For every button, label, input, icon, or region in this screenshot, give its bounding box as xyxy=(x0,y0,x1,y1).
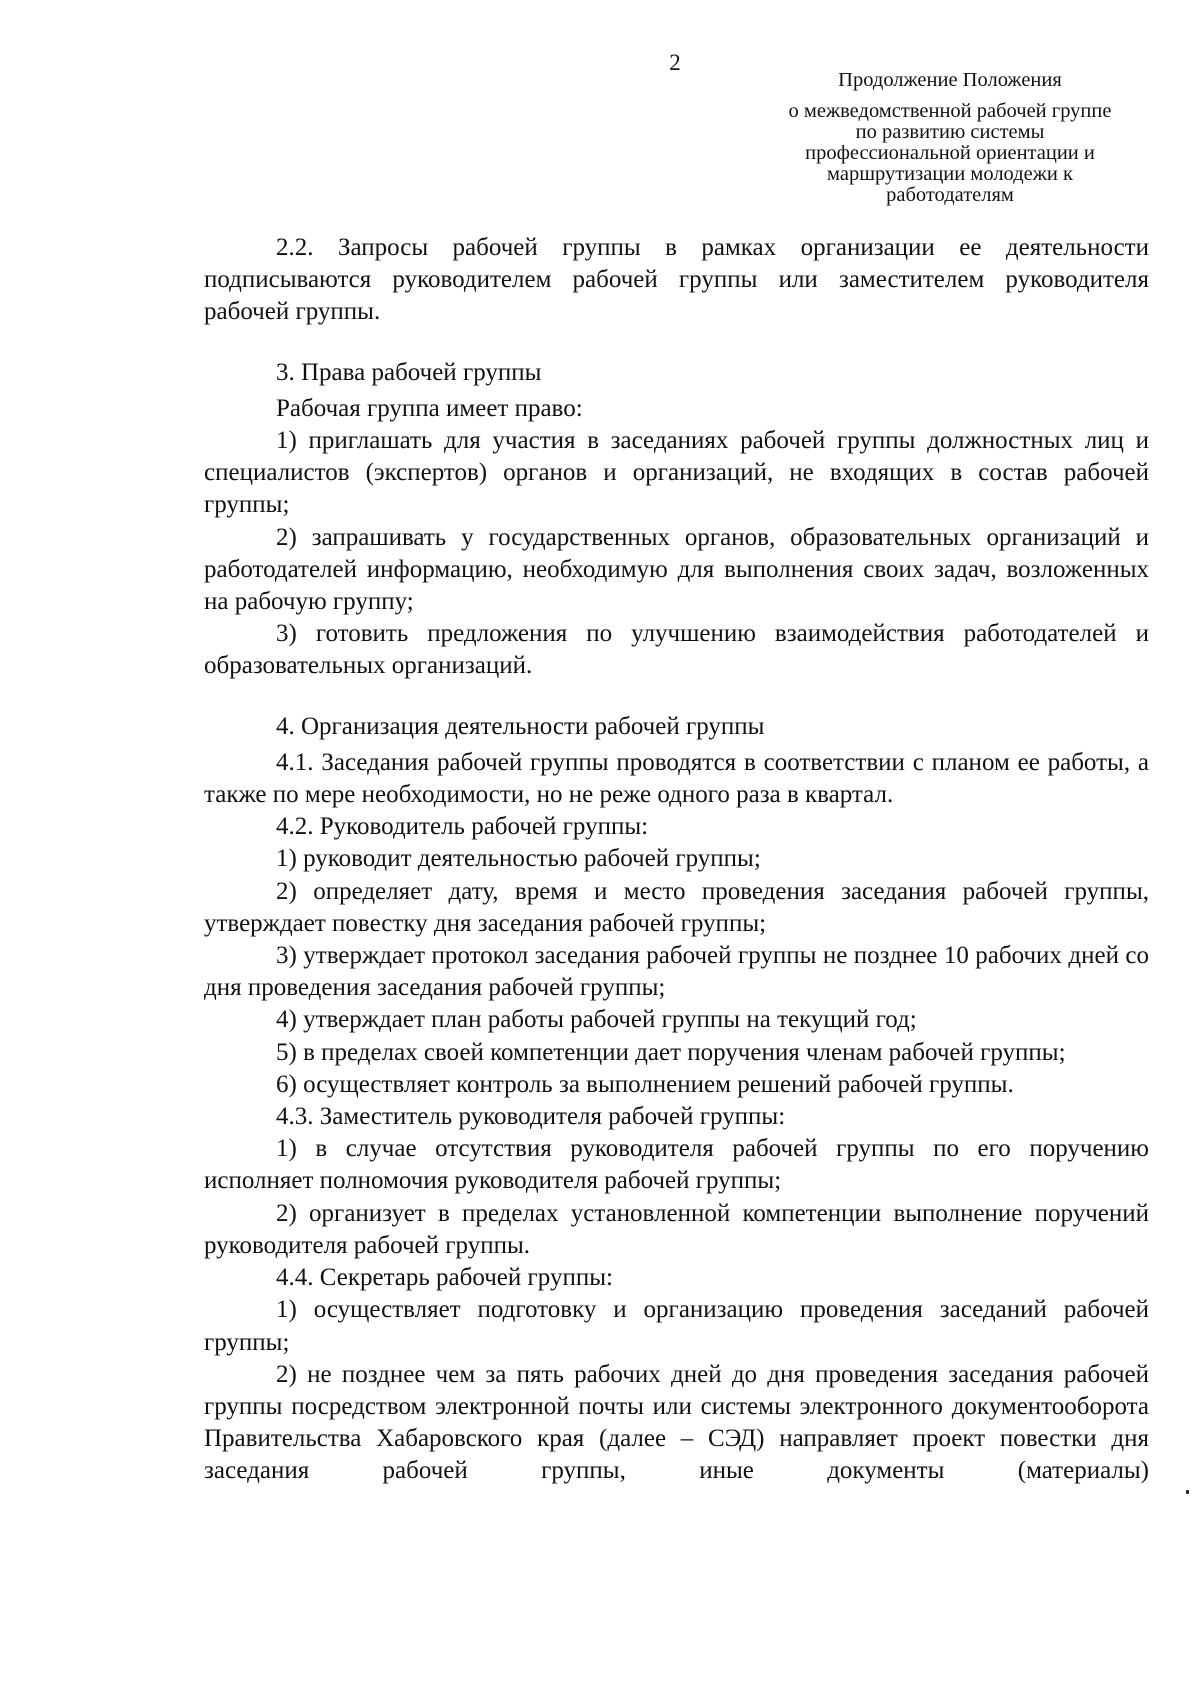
paragraph-4-2: 4.2. Руководитель рабочей группы: xyxy=(276,813,649,841)
document-header xyxy=(740,70,1160,206)
section-3-heading: 3. Права рабочей группы xyxy=(276,358,542,386)
page-number: 2 xyxy=(669,50,681,75)
paragraph-4-1: 4.1. Заседания рабочей группы проводятся в соответствии с планом ее работы, а также по мере необходимости, но не реже одного раза в квартал. xyxy=(204,748,1149,809)
paragraph-4-2-item-5: 5) в пределах своей компетенции дает поручения членам рабочей группы; xyxy=(276,1038,1066,1066)
section-3-item-3: 3) готовить предложения по улучшению взаимодействия работодателей и образовательных организаций. xyxy=(204,620,1149,680)
paragraph-4-2-item-3: 3) утверждает протокол заседания рабочей группы не позднее 10 рабочих дней со дня проведения заседания рабочей группы; xyxy=(204,942,1149,1002)
section-3-intro: Рабочая группа имеет право: xyxy=(276,394,583,422)
section-3-item-1: 1) приглашать для участия в заседаниях рабочей группы должностных лиц и специалистов (экспертов) органов и организаций, не входящих в состав рабочей группы; xyxy=(204,427,1149,519)
section-3-item-2: 2) запрашивать у государственных органов, образовательных организаций и работодателей информацию, необходимую для выполнения своих задач, возложенных на рабочую группу; xyxy=(204,523,1149,616)
paragraph-2-2: 2.2. Запросы рабочей группы в рамках организации ее деятельности подписываются руководителем рабочей группы или заместителем руководителя рабочей группы. xyxy=(204,234,1149,326)
document-body xyxy=(204,232,1149,1488)
paragraph-4-2-item-1: 1) руководит деятельностью рабочей группы; xyxy=(276,845,761,873)
header-line: профессиональной ориентации и xyxy=(805,142,1095,164)
paragraph-4-2-item-4: 4) утверждает план работы рабочей группы на текущий год; xyxy=(276,1006,917,1034)
paragraph-4-2-item-6: 6) осуществляет контроль за выполнением решений рабочей группы. xyxy=(276,1070,1014,1098)
paragraph-4-4: 4.4. Секретарь рабочей группы: xyxy=(276,1264,613,1292)
scan-speck xyxy=(1186,1490,1189,1494)
paragraph-4-3-item-2: 2) организует в пределах установленной компетенции выполнение поручений руководителя рабочей группы. xyxy=(204,1199,1149,1259)
header-line: по развитию системы xyxy=(855,121,1045,143)
paragraph-4-4-item-2: 2) не позднее чем за пять рабочих дней до дня проведения заседания рабочей группы посредством электронной почты или системы электронного документооборота Правительства Хабаровского края (далее – СЭД) направляет проект повестки дня заседания рабочей группы, иные документы (материалы) xyxy=(204,1360,1149,1485)
section-4-heading: 4. Организация деятельности рабочей группы xyxy=(276,712,765,740)
header-line: маршрутизации молодежи к xyxy=(827,163,1073,185)
header-line: работодателям xyxy=(886,184,1014,206)
paragraph-4-2-item-2: 2) определяет дату, время и место проведения заседания рабочей группы, утверждает повестку дня заседания рабочей группы; xyxy=(204,877,1149,937)
header-line: о межведомственной рабочей группе xyxy=(788,100,1112,122)
header-title: Продолжение Положения xyxy=(838,69,1062,91)
paragraph-4-4-item-1: 1) осуществляет подготовку и организацию проведения заседаний рабочей группы; xyxy=(204,1296,1149,1356)
paragraph-4-3-item-1: 1) в случае отсутствия руководителя рабочей группы по его поручению исполняет полномочия руководителя рабочей группы; xyxy=(204,1135,1149,1195)
paragraph-4-3: 4.3. Заместитель руководителя рабочей группы: xyxy=(276,1103,786,1131)
